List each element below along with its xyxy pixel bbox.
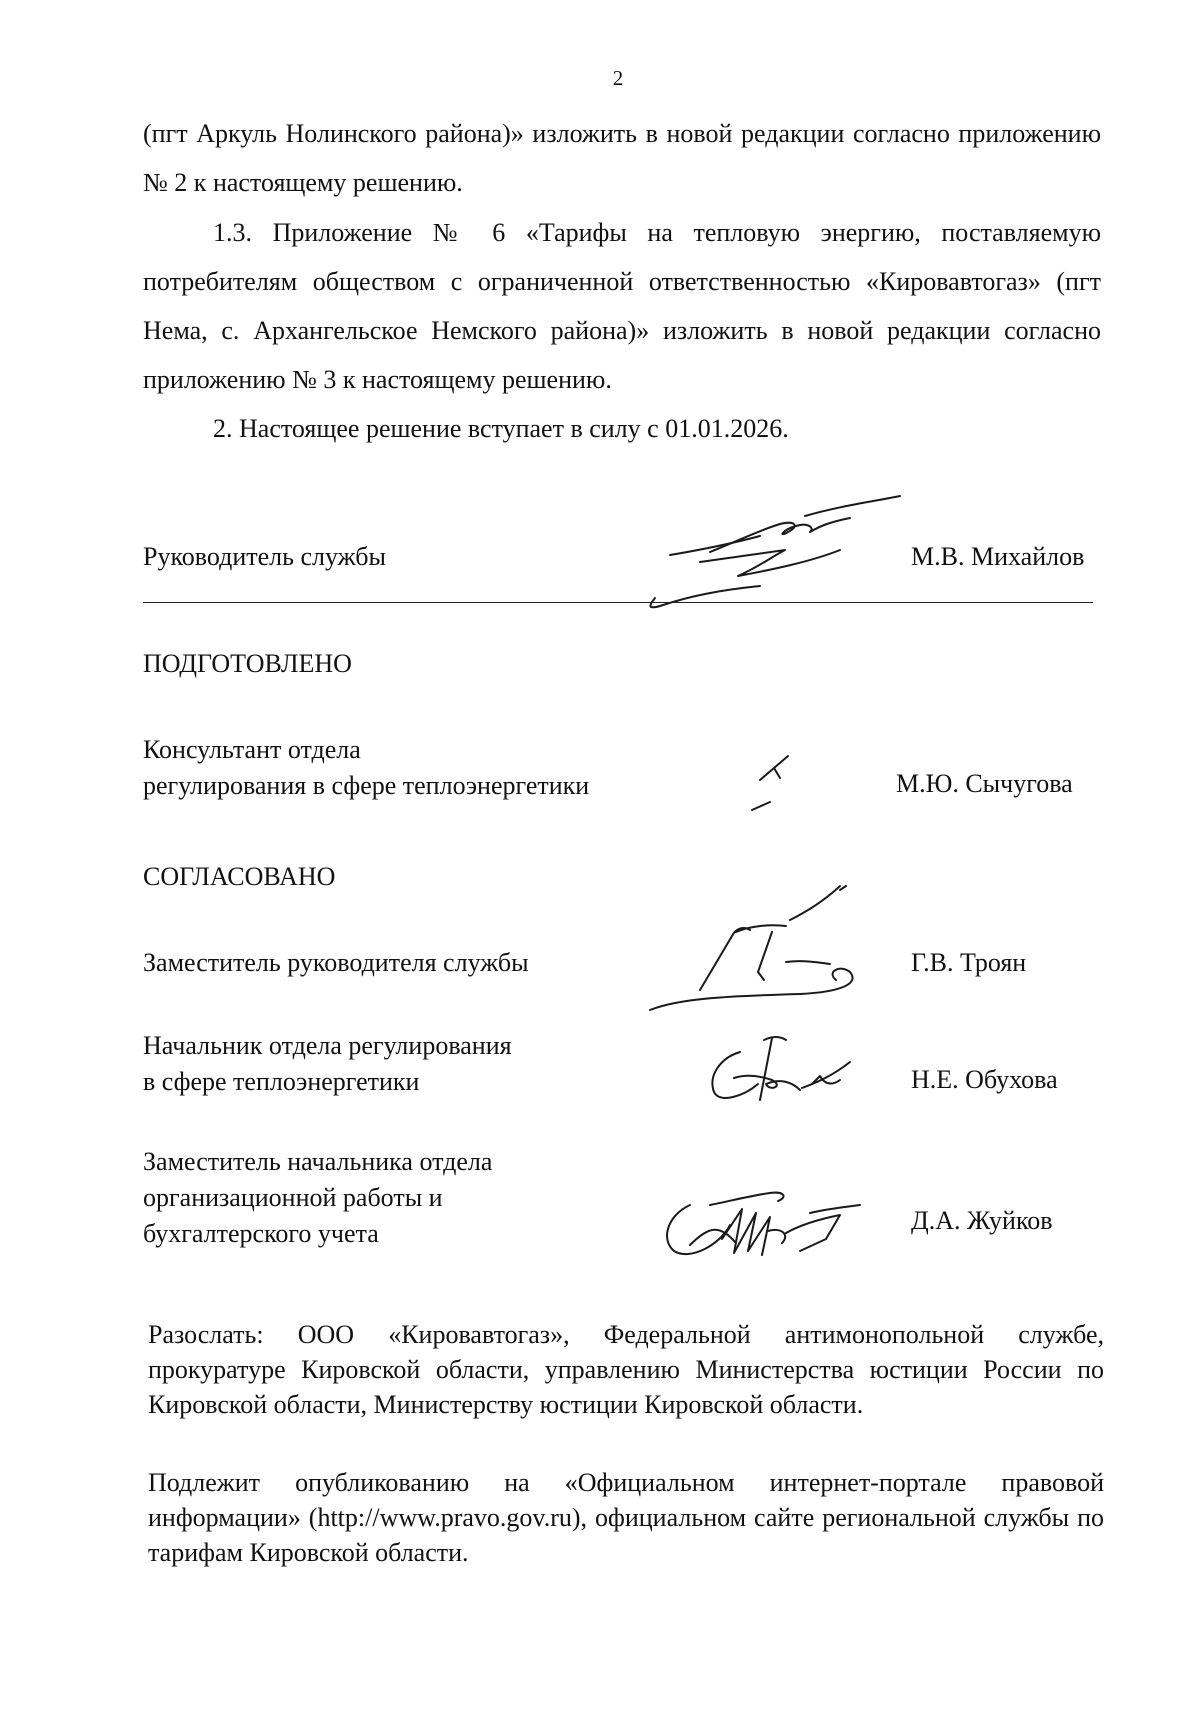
paragraph-2-text: 2. Настоящее решение вступает в силу с 01.01.2026. [213, 414, 789, 443]
handwritten-signature-zhuikov [650, 1175, 880, 1275]
paragraph-1-3 [143, 208, 1101, 404]
handwritten-signature-troyan [640, 880, 890, 1030]
agreed-role-1: Заместитель руководителя службы [143, 948, 529, 977]
prepared-role-line1: Консультант отдела [143, 735, 361, 764]
agreed-name-1: Г.В. Троян [911, 948, 1027, 977]
agreed-role-2-line1: Начальник отдела регулирования [143, 1031, 512, 1060]
agreed-role-3-line1: Заместитель начальника отдела [143, 1147, 493, 1176]
paragraph-1 [143, 109, 1101, 207]
handwritten-signature-sychugova [740, 750, 820, 820]
agreed-name-2: Н.Е. Обухова [911, 1065, 1058, 1094]
agreed-heading: СОГЛАСОВАНО [143, 862, 336, 891]
agreed-role-2-line2: в сфере теплоэнергетики [143, 1067, 420, 1096]
paragraph-1-text: (пгт Аркуль Нолинского района)» изложить в новой редакции согласно приложению № 2 к настоящему решению. [143, 119, 1101, 197]
head-title: Руководитель службы [143, 542, 386, 571]
page-number: 2 [612, 66, 624, 90]
agreed-role-3-line2: организационной работы и [143, 1183, 443, 1212]
head-name: М.В. Михайлов [911, 542, 1085, 571]
signature-underline [143, 602, 1093, 603]
publication-note: Подлежит опубликованию на «Официальном интернет-портале правовой информации» (http://www.pravo.gov.ru), официальном сайте региональной службы по тарифам Кировской области. [148, 1468, 1104, 1567]
paragraph-1-3-text: 1.3. Приложение № 6 «Тарифы на тепловую энергию, поставляемую потребителям обществом с ограниченной ответственностью «Кировавтогаз» (пгт Нема, с. Архангельское Немского района)» изложить в новой редакции согласно приложению № 3 к настоящему решению. [143, 218, 1101, 394]
handwritten-signature-obukhova [700, 1030, 870, 1120]
agreed-role-3-line3: бухгалтерского учета [143, 1219, 379, 1248]
prepared-heading: ПОДГОТОВЛЕНО [143, 649, 352, 678]
distribution-list: Разослать: ООО «Кировавтогаз», Федеральной антимонопольной службе, прокуратуре Кировской области, управлению Министерства юстиции России по Кировской области, Министерству юстиции Кировской области. [148, 1320, 1104, 1419]
agreed-name-3: Д.А. Жуйков [911, 1206, 1053, 1235]
prepared-role-line2: регулирования в сфере теплоэнергетики [143, 771, 590, 800]
prepared-name: М.Ю. Сычугова [896, 769, 1073, 798]
paragraph-2 [143, 404, 1101, 453]
